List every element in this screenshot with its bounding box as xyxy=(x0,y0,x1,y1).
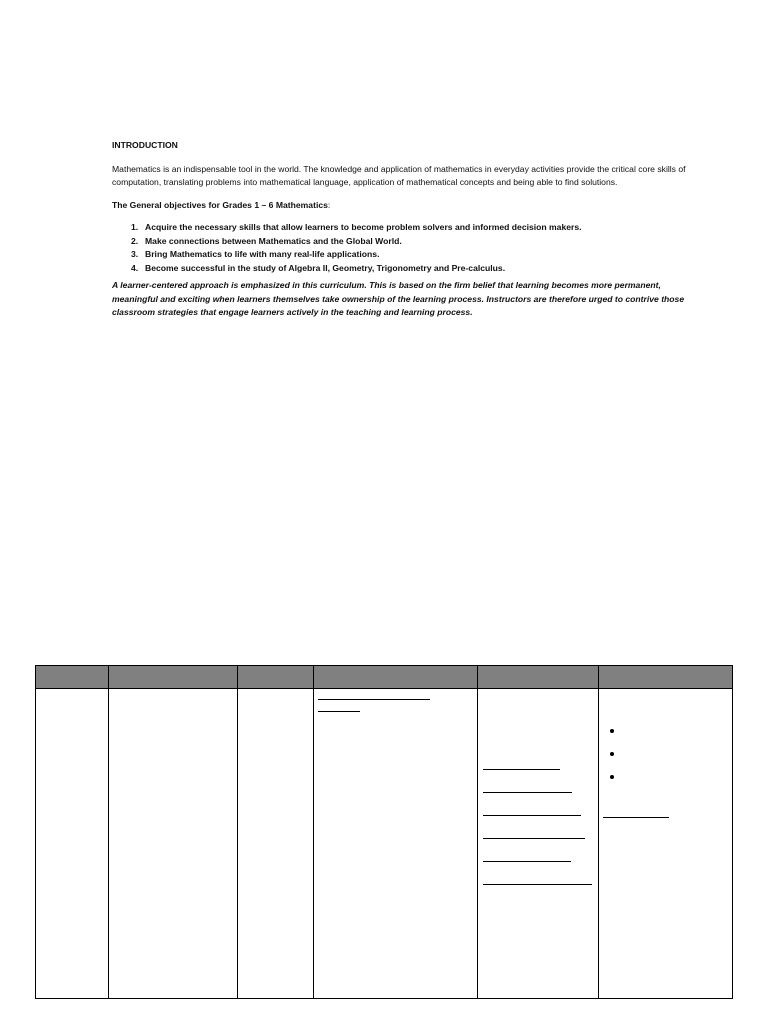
column-divider xyxy=(598,666,599,998)
objective-number: 3. xyxy=(131,249,139,259)
objective-item xyxy=(112,248,702,262)
column-divider xyxy=(108,666,109,998)
table-header-row xyxy=(36,666,732,689)
objective-item xyxy=(112,221,702,235)
blank-line xyxy=(483,792,572,793)
objective-number: 1. xyxy=(131,222,139,232)
section-heading: INTRODUCTION xyxy=(112,140,178,150)
objectives-title-text: The General objectives for Grades 1 – 6 Mathematics xyxy=(112,199,328,210)
objective-text: Acquire the necessary skills that allow learners to become problem solvers and informed decision makers. xyxy=(145,222,582,232)
blank-line xyxy=(483,769,560,770)
objectives-title xyxy=(112,199,702,213)
objective-item xyxy=(112,262,702,276)
blank-line xyxy=(483,815,581,816)
objective-number: 4. xyxy=(131,262,139,273)
bullet-icon xyxy=(610,775,614,779)
column-divider xyxy=(313,666,314,998)
objective-text: Make connections between Mathematics and the Global World. xyxy=(145,235,402,246)
blank-line xyxy=(483,838,585,839)
bullet-icon xyxy=(610,752,614,756)
blank-line xyxy=(483,861,571,862)
objective-text: Bring Mathematics to life with many real-life applications. xyxy=(145,249,380,259)
objective-text: Become successful in the study of Algebra II, Geometry, Trigonometry and Pre-calculus. xyxy=(145,262,506,273)
intro-paragraph: Mathematics is an indispensable tool in the world. The knowledge and application of mathematics in everyday activities provide the critical core skills of computation, translating problems into mathematical language, application of mathematical concepts and being able to find solutions. xyxy=(112,163,686,187)
column-divider xyxy=(237,666,238,998)
closing-paragraph: A learner-centered approach is emphasized in this curriculum. This is based on the firm belief that learning becomes more permanent, meaningful and exciting when learners themselves take ownership of the learning process. Instructors are therefore urged to contrive those classroom strategies that engage learners actively in the teaching and learning process. xyxy=(112,280,685,317)
blank-line xyxy=(603,817,669,818)
blank-line xyxy=(483,884,592,885)
objective-number: 2. xyxy=(131,235,139,246)
introduction-section xyxy=(112,139,702,320)
curriculum-table xyxy=(35,665,733,999)
bullet-icon xyxy=(610,729,614,733)
objective-item xyxy=(112,235,702,249)
blank-line xyxy=(318,711,360,712)
column-divider xyxy=(477,666,478,998)
objectives-title-colon: : xyxy=(327,199,331,210)
objectives-list xyxy=(112,221,702,275)
blank-line xyxy=(318,699,430,700)
